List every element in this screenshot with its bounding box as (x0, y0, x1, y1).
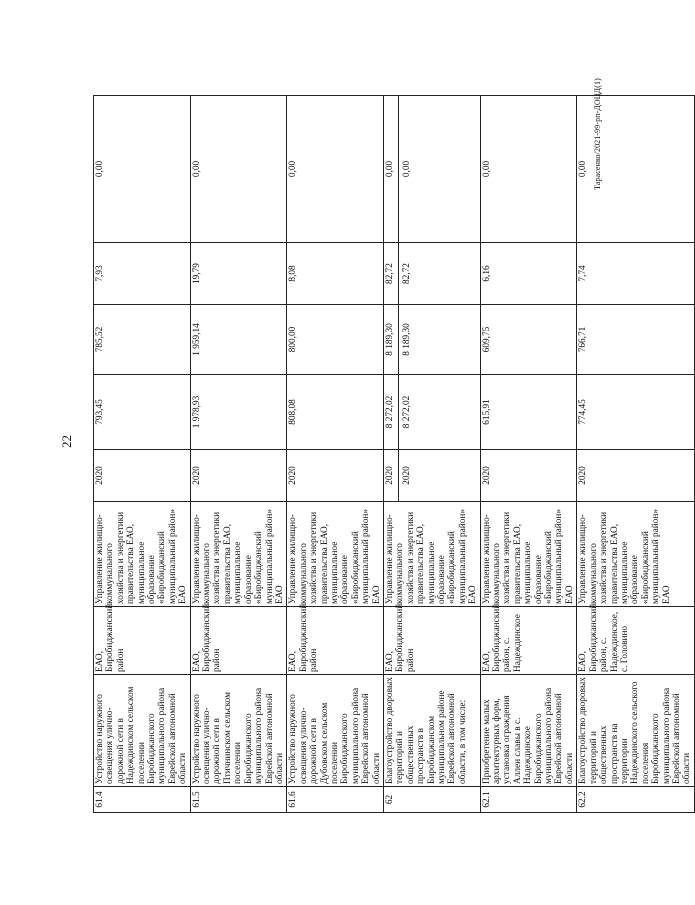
total-cost-cell: 808,08 (287, 375, 384, 450)
total-cost-cell: 615,91 (480, 375, 577, 450)
row-number: 62.2 (577, 787, 694, 813)
responsible-organization: Управление жилищно-коммунального хозяйства и энергетики правительства ЕАО, муниципальное образование «Биробиджанский муниципальный район» ЕАО (577, 502, 694, 607)
object-name: Благоустройство дворовых территорий и общественных пространств на территории Надеждинского сельского поселения Биробиджанского муниципального района Еврейской автономной области (577, 675, 694, 787)
regional-funds-cell (383, 243, 480, 305)
row-number: 61.5 (190, 787, 287, 813)
local-funds-value-sub: 0,00 (402, 160, 413, 178)
object-location: ЕАО, Биробиджанский район (287, 607, 384, 675)
total-cost-cell: 774,45 (577, 375, 694, 450)
federal-funds-cell: 1 959,14 (190, 305, 287, 375)
object-name: Приобретение малых архитектурных форм, установка ограждения Аллеи славы в с. Надеждинское Биробиджанского муниципального района Еврейской автономной области (480, 675, 577, 787)
document-reference: Тарасенко/2021-99-рп-ДОЦД(1) (593, 78, 602, 190)
object-location: ЕАО, Биробиджанский район (383, 607, 480, 675)
total-cost-value-sub: 8 272,02 (402, 395, 413, 429)
total-cost-value: 8 272,02 (384, 395, 395, 429)
table-row (480, 96, 577, 813)
local-funds-cell: 0,00 (190, 96, 287, 243)
table-row (94, 96, 191, 813)
table-row (577, 96, 694, 813)
year-cell: 2020 (480, 450, 577, 502)
regional-funds-cell: 19,79 (190, 243, 287, 305)
page-number: 22 (59, 435, 74, 448)
local-funds-cell: 0,00 (480, 96, 577, 243)
object-location: ЕАО, Биробиджанский район (190, 607, 287, 675)
year-value-sub: 2020 (402, 466, 413, 485)
federal-funds-value-sub: 8 189,30 (402, 323, 413, 356)
year-value: 2020 (384, 466, 395, 485)
total-cost-cell: 1 978,93 (190, 375, 287, 450)
responsible-organization: Управление жилищно-коммунального хозяйства и энергетики правительства ЕАО, муниципальное образование «Биробиджанский муниципальный район» ЕАО (190, 502, 287, 607)
total-cost-cell: 793,45 (94, 375, 191, 450)
object-location: ЕАО, Биробиджанский район, с. Надеждинское, с. Головино (577, 607, 694, 675)
federal-funds-cell: 785,52 (94, 305, 191, 375)
responsible-organization: Управление жилищно-коммунального хозяйства и энергетики правительства ЕАО, муниципальное образование «Биробиджанский муниципальный район» ЕАО (287, 502, 384, 607)
local-funds-cell (383, 96, 480, 243)
year-cell: 2020 (577, 450, 694, 502)
object-location: ЕАО, Биробиджанский район (94, 607, 191, 675)
year-cell: 2020 (287, 450, 384, 502)
local-funds-value: 0,00 (384, 160, 395, 178)
row-number: 61.6 (287, 787, 384, 813)
regional-funds-cell: 8,08 (287, 243, 384, 305)
year-cell: 2020 (190, 450, 287, 502)
row-number: 62 (383, 787, 480, 813)
object-name: Устройство наружного освещения улично-дорожной сети в Дубовском сельском поселении Биробиджанского муниципального района Еврейской автономной области (287, 675, 384, 787)
federal-funds-value: 8 189,30 (384, 323, 395, 356)
regional-funds-value-sub: 82,72 (402, 263, 413, 284)
budget-table (93, 95, 695, 813)
local-funds-cell: 0,00 (287, 96, 384, 243)
table-row (287, 96, 384, 813)
local-funds-cell: 0,00 (577, 96, 694, 243)
federal-funds-cell: 609,75 (480, 305, 577, 375)
row-number: 62.1 (480, 787, 577, 813)
responsible-organization: Управление жилищно-коммунального хозяйства и энергетики правительства ЕАО, муниципальное образование «Биробиджанский муниципальный район» ЕАО (94, 502, 191, 607)
federal-funds-cell: 800,00 (287, 305, 384, 375)
regional-funds-cell: 7,74 (577, 243, 694, 305)
table-row (190, 96, 287, 813)
table-row (383, 96, 480, 813)
year-cell (383, 450, 480, 502)
local-funds-cell: 0,00 (94, 96, 191, 243)
federal-funds-cell (383, 305, 480, 375)
responsible-organization (383, 502, 480, 607)
organization-line: Управление жилищно-коммунального хозяйства и энергетики правительства ЕАО, муниципальное образование «Биробиджанский муниципальный район» ЕАО (384, 508, 479, 604)
object-name: Устройство наружного освещения улично-дорожной сети в Птичнинском сельском поселении Биробиджанского муниципального района Еврейской автономной области (190, 675, 287, 787)
total-cost-cell (383, 375, 480, 450)
responsible-organization: Управление жилищно-коммунального хозяйства и энергетики правительства ЕАО, муниципальное образование «Биробиджанский муниципальный район» ЕАО (480, 502, 577, 607)
row-number: 61.4 (94, 787, 191, 813)
regional-funds-value: 82,72 (384, 263, 395, 284)
object-location: ЕАО, Биробиджанский район, с. Надеждинское (480, 607, 577, 675)
regional-funds-cell: 7,93 (94, 243, 191, 305)
object-name: Устройство наружного освещения улично-дорожной сети в Надеждинском сельском поселении Биробиджанского муниципального района Еврейской автономной области (94, 675, 191, 787)
year-cell: 2020 (94, 450, 191, 502)
federal-funds-cell: 766,71 (577, 305, 694, 375)
object-name: Благоустройство дворовых территорий и общественных пространств в Биробиджанском муниципальном районе Еврейской автономной области, в том числе: (383, 675, 480, 787)
regional-funds-cell: 6,16 (480, 243, 577, 305)
